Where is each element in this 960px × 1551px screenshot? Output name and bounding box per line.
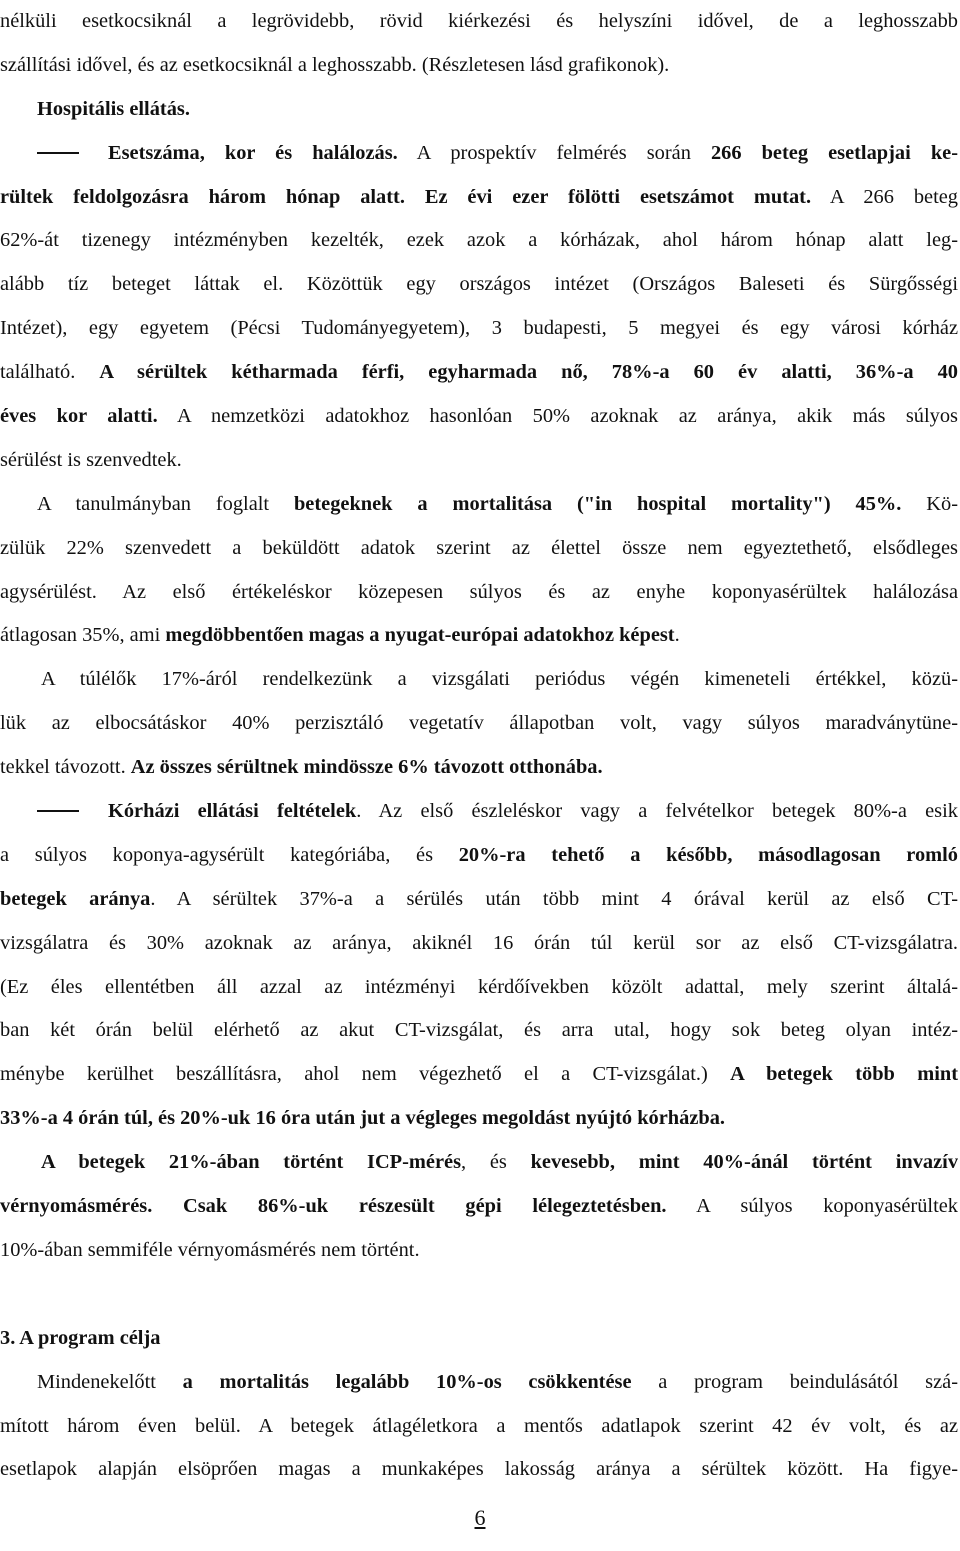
bold-run: kevesebb, mint 40%-ánál történt invazív <box>530 1151 958 1174</box>
text-run: nélküli esetkocsiknál a legrövidebb, rövid kiérkezési és helyszíni idővel, de a leghosszabb <box>0 10 958 32</box>
bold-run: A sérültek kétharmada férfi, egyharmada nő, 78%-a 60 év alatti, 36%-a 40 <box>99 361 958 384</box>
bold-run: rültek feldolgozásra három hónap alatt. Ez évi ezer fölötti esetszámot mutat. <box>0 185 812 208</box>
text-run: A 266 beteg <box>811 185 958 208</box>
text-run: zülük 22% szenvedett a beküldött adatok szerint az élettel össze nem egyeztethető, elsődleges <box>0 536 958 559</box>
text-line <box>0 527 958 571</box>
text-run: A súlyos koponyasérültek <box>666 1195 958 1218</box>
bold-run: A betegek 21%-ában történt ICP-mérés <box>41 1151 462 1174</box>
text-line <box>0 1185 958 1229</box>
text-run: található. <box>0 361 100 384</box>
spacer <box>0 1273 958 1317</box>
text-run: . Az első észleléskor vagy a felvételkor betegek 80%-a esik <box>356 800 958 823</box>
dash-bullet-icon <box>37 152 79 154</box>
text-line <box>0 395 958 439</box>
text-line <box>0 1097 958 1141</box>
bold-run: Kórházi ellátási feltételek <box>108 800 357 823</box>
text-line <box>0 44 958 88</box>
text-run: A nemzetközi adatokhoz hasonlóan 50% azoknak az aránya, akik más súlyos <box>157 405 958 428</box>
list-item <box>0 132 958 176</box>
bold-run: 33%-a 4 órán túl, és 20%-uk 16 óra után jut a végleges megoldást nyújtó kórházba. <box>0 1107 726 1130</box>
text-line <box>0 1009 958 1053</box>
text-line <box>0 219 958 263</box>
section-heading <box>0 88 958 132</box>
text-run: , és <box>461 1151 531 1174</box>
section-heading <box>0 1317 958 1361</box>
text-line <box>0 1141 958 1185</box>
text-line <box>0 0 958 44</box>
text-run: esetlapok alapján elsöprően magas a munkaképes lakosság aránya a sérültek között. Ha figye- <box>0 1458 958 1481</box>
text-line <box>0 966 958 1010</box>
heading-text: 3. A program célja <box>0 1326 161 1349</box>
bold-run: 266 beteg esetlapjai ke- <box>710 141 958 164</box>
text-run: 10%-ában semmiféle vérnyomásmérés nem történt. <box>0 1238 420 1261</box>
text-run: Intézet), egy egyetem (Pécsi Tudományegyetem), 3 budapesti, 5 megyei és egy városi kórház <box>0 317 958 340</box>
text-run: átlagosan 35%, ami <box>0 624 166 647</box>
text-run: (Ez éles ellentétben áll azzal az intézményi kérdőívekben közölt adattal, mely szerint általá- <box>0 975 958 998</box>
text-line <box>0 571 958 615</box>
text-line <box>0 351 958 395</box>
text-line <box>0 878 958 922</box>
bold-run: 20%-ra tehető a később, másodlagosan romló <box>458 843 958 866</box>
text-run: Kö- <box>901 492 958 515</box>
bold-run: betegeknek a mortalitása ("in hospital mortality") 45%. <box>293 492 902 515</box>
text-line <box>0 1229 958 1273</box>
text-run: vizsgálatra és 30% azoknak az aránya, akiknél 16 órán túl kerül sor az első CT-vizsgálatra. <box>0 931 958 954</box>
text-line <box>0 439 958 483</box>
text-run: A prospektív felmérés során <box>397 141 711 164</box>
text-run: . A sérültek 37%-a a sérülés után több mint 4 órával kerül az első CT- <box>150 887 958 910</box>
text-line <box>0 614 958 658</box>
text-line <box>0 1405 958 1449</box>
bold-run: a mortalitás legalább 10%-os csökkentése <box>182 1370 632 1393</box>
text-line <box>0 176 958 220</box>
text-run: a súlyos koponya-agysérült kategóriába, és <box>0 843 459 866</box>
text-run: Mindenekelőtt <box>37 1370 183 1393</box>
text-line <box>0 746 958 790</box>
text-run: szállítási idővel, és az esetkocsiknál a leghosszabb. (Részletesen lásd grafikonok). <box>0 53 670 76</box>
text-line <box>0 307 958 351</box>
dash-bullet-icon <box>37 810 79 812</box>
text-run: tekkel távozott. <box>0 756 131 779</box>
text-run: lük az elbocsátáskor 40% perzisztáló vegetatív állapotban volt, vagy súlyos maradványtüne- <box>0 712 958 735</box>
text-run: A túlélők 17%-áról rendelkezünk a vizsgálati periódus végén kimeneteli értékkel, közü- <box>41 668 958 691</box>
text-run: . <box>674 624 680 647</box>
text-run: 62%-át tizenegy intézményben kezelték, ezek azok a kórházak, ahol három hónap alatt leg- <box>0 229 958 252</box>
text-run: ban két órán belül elérhető az akut CT-vizsgálat, és arra utal, hogy sok beteg olyan intéz- <box>0 1019 958 1042</box>
page-number: 6 <box>474 1505 486 1530</box>
text-line <box>0 483 958 527</box>
bold-run: A betegek több mint <box>730 1063 958 1086</box>
text-run: alább tíz beteget láttak el. Közöttük egy országos intézet (Országos Baleseti és Sürgősségi <box>0 273 958 296</box>
text-run: agysérülést. Az első értékeléskor közepesen súlyos és az enyhe koponyasérültek halálozása <box>0 580 958 603</box>
text-run: sérülést is szenvedtek. <box>0 448 182 471</box>
text-run: A tanulmányban foglalt <box>37 492 294 515</box>
text-line <box>0 658 958 702</box>
list-item <box>0 790 958 834</box>
bold-run: megdöbbentően magas a nyugat-európai adatokhoz képest <box>165 624 675 647</box>
heading-text: Hospitális ellátás. <box>37 97 190 120</box>
text-line <box>0 834 958 878</box>
bold-run: betegek aránya <box>0 887 151 910</box>
text-line <box>0 702 958 746</box>
text-run: mított három éven belül. A betegek átlagéletkora a mentős adatlapok szerint 42 év volt, és az <box>0 1414 958 1437</box>
bold-run: éves kor alatti. <box>0 405 158 428</box>
text-line <box>0 1448 958 1492</box>
text-line <box>0 1053 958 1097</box>
bold-run: Esetszáma, kor és halálozás. <box>108 141 398 164</box>
bold-run: vérnyomásmérés. Csak 86%-uk részesült gépi lélegeztetésben. <box>0 1195 667 1218</box>
text-line <box>0 263 958 307</box>
bold-run: Az összes sérültnek mindössze 6% távozott otthonába. <box>130 756 603 779</box>
text-run: ménybe kerülhet beszállításra, ahol nem végezhető el a CT-vizsgálat.) <box>0 1063 731 1086</box>
text-line <box>0 1361 958 1405</box>
text-line <box>0 922 958 966</box>
text-run: a program beindulásától szá- <box>631 1370 958 1393</box>
